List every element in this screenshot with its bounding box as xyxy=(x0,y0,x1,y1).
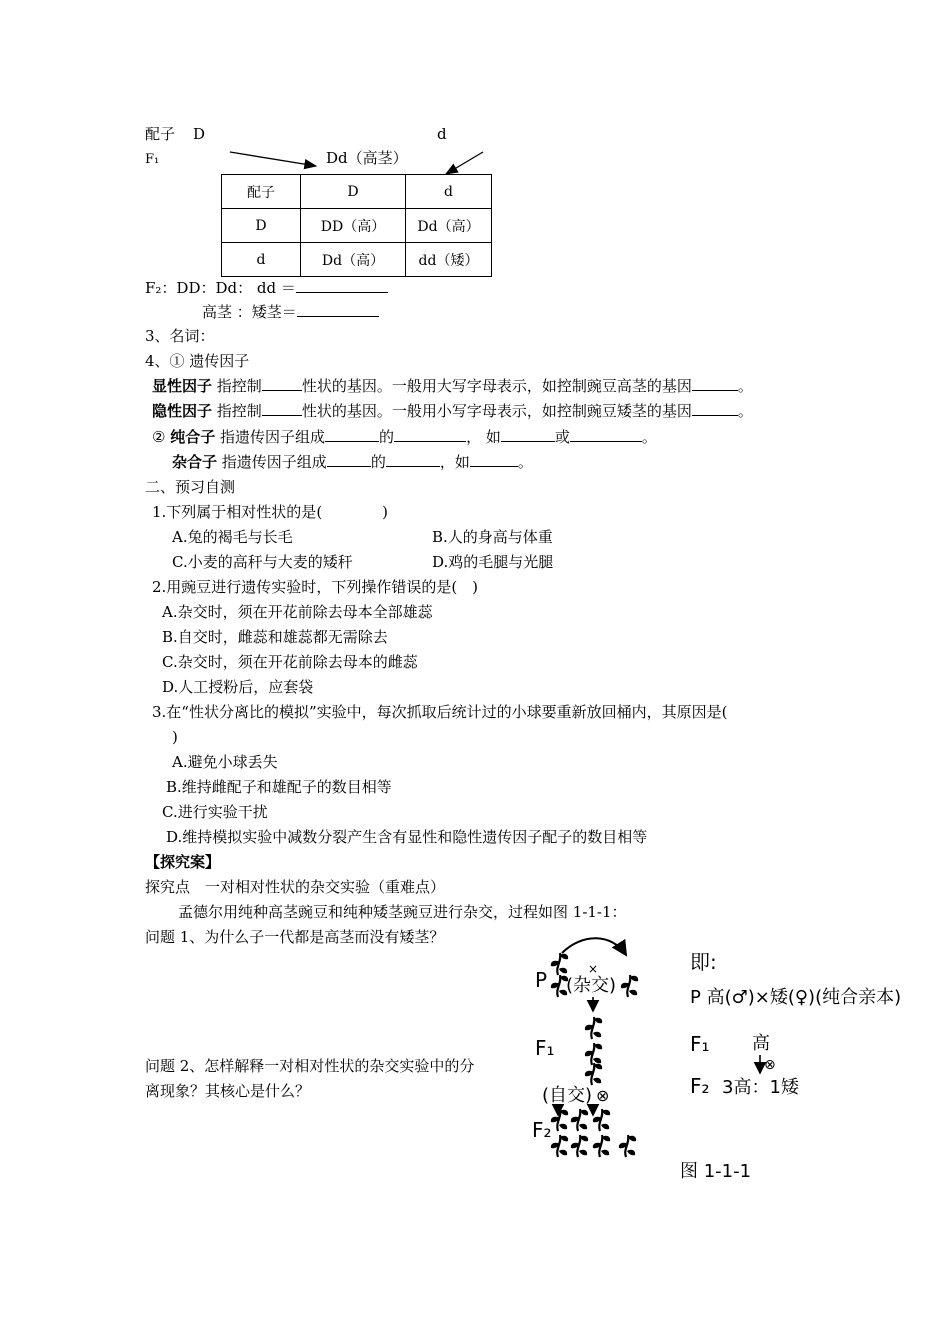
homozygote-text-b: 的 xyxy=(379,428,395,446)
f2-ratio-label: F₂：DD：Dd： dd ＝ xyxy=(145,279,296,297)
table-cell: DD（高） xyxy=(301,209,406,243)
f2-plant-3 xyxy=(593,1135,610,1157)
dominant-text-b: 性状的基因。一般用大写字母表示，如控制豌豆高茎的基因 xyxy=(301,377,692,395)
preview-heading: 二、预习自测 xyxy=(145,478,236,496)
gamete-D: D xyxy=(193,125,206,143)
pheno-ratio-line xyxy=(202,302,379,322)
fig-hybrid-label: (杂交) xyxy=(566,975,617,996)
heterozygote-end: 。 xyxy=(517,453,533,471)
gamete-d: d xyxy=(437,125,447,143)
recessive-blank-2[interactable] xyxy=(692,401,738,416)
table-header-cell: d xyxy=(406,175,492,209)
fig-summary-f1-value: 高 xyxy=(752,1033,770,1054)
homozygote-term: 纯合子 xyxy=(170,428,216,446)
question-2-option-b: B.自交时，雌蕊和雄蕊都无需除去 xyxy=(162,628,388,646)
pheno-ratio-blank[interactable] xyxy=(297,302,379,317)
f2-ratio-line xyxy=(145,278,388,298)
fig-self-mark: ⊗ xyxy=(596,1086,610,1105)
f2-plant-4-short xyxy=(619,1135,636,1157)
cross-arrows xyxy=(0,0,950,200)
question-3-option-d: D.维持模拟实验中减数分裂产生含有显性和隐性遗传因子配子的数目相等 xyxy=(166,828,648,846)
pheno-ratio-label: 高茎 ：矮茎＝ xyxy=(202,303,297,321)
recessive-end: 。 xyxy=(737,402,753,420)
recessive-text-b: 性状的基因。一般用小写字母表示，如控制豌豆矮茎的基因 xyxy=(301,402,692,420)
fig-f1-label: F₁ xyxy=(535,1036,555,1060)
arrow-right xyxy=(446,152,483,174)
punnett-table xyxy=(221,174,492,277)
question-3: 3.在“性状分离比的模拟”实验中，每次抓取后统计过的小球要重新放回桶内，其原因是( xyxy=(152,703,728,721)
table-header-cell: D xyxy=(301,175,406,209)
table-cell: D xyxy=(222,209,301,243)
f2-plant-1 xyxy=(551,1135,568,1157)
dominant-blank-2[interactable] xyxy=(692,376,738,391)
heterozygote-blank-2[interactable] xyxy=(386,452,440,467)
homozygote-text-d: 或 xyxy=(554,428,570,446)
dominant-text-a: 指控制 xyxy=(216,377,262,395)
dominant-term: 显性因子 xyxy=(152,377,213,395)
fig-summary-p: P 高(♂)×矮(♀)(纯合亲本) xyxy=(690,987,902,1008)
figure-1-1-1 xyxy=(530,935,910,1185)
fig-f2-label: F₂ xyxy=(532,1118,552,1142)
table-header-cell: 配子 xyxy=(222,175,301,209)
recessive-blank-1[interactable] xyxy=(262,401,302,416)
f1-label: F₁ xyxy=(145,152,160,167)
fig-summary-self-mark: ⊗ xyxy=(764,1057,776,1073)
question-3-paren: ) xyxy=(172,728,178,746)
problem-2-line-1: 问题 2、怎样解释一对相对性状的杂交实验中的分 xyxy=(145,1057,475,1075)
section-4: 4、① 遗传因子 xyxy=(145,352,250,370)
heterozygote-blank-3[interactable] xyxy=(470,452,518,467)
question-1-option-a: A.兔的褐毛与长毛 xyxy=(172,528,293,546)
question-1-option-b: B.人的身高与体重 xyxy=(432,528,553,546)
question-1-option-c: C.小麦的高秆与大麦的矮秆 xyxy=(172,553,353,571)
f1-plant-top xyxy=(585,1017,602,1039)
question-2: 2.用豌豆进行遗传实验时，下列操作错误的是( ) xyxy=(152,578,479,596)
heterozygote-text-c: ，如 xyxy=(439,453,470,471)
question-2-option-a: A.杂交时，须在开花前除去母本全部雄蕊 xyxy=(162,603,433,621)
homozygote-text-c: ， 如 xyxy=(466,428,501,446)
f1-plant xyxy=(585,1043,602,1065)
explore-intro: 孟德尔用纯种高茎豌豆和纯种矮茎豌豆进行杂交，过程如图 1-1-1： xyxy=(178,903,627,921)
table-cell: Dd（高） xyxy=(406,209,492,243)
heterozygote-text-a: 指遗传因子组成 xyxy=(221,453,327,471)
dominant-blank-1[interactable] xyxy=(262,376,302,391)
question-2-option-c: C.杂交时，须在开花前除去母本的雌蕊 xyxy=(162,653,418,671)
problem-1: 问题 1、为什么子一代都是高茎而没有矮茎？ xyxy=(145,928,445,946)
heterozygote-line xyxy=(172,452,533,472)
f1-plant-bottom xyxy=(585,1063,602,1085)
arrow-left xyxy=(230,152,316,166)
table-cell: dd（矮） xyxy=(406,243,492,277)
fig-selfing-label: (自交) xyxy=(542,1085,593,1106)
f2-plant-2-top xyxy=(571,1109,588,1131)
fig-summary-f2-label: F₂ xyxy=(690,1074,710,1098)
recessive-text-a: 指控制 xyxy=(216,402,262,420)
recessive-term: 隐性因子 xyxy=(152,402,213,420)
f1-result: Dd（高茎） xyxy=(326,149,408,167)
fig-summary-f2-value: 3高：1矮 xyxy=(722,1077,799,1098)
f2-plant-3-top xyxy=(593,1109,610,1131)
table-row xyxy=(222,243,492,277)
homozygote-line xyxy=(152,427,657,447)
table-cell: Dd（高） xyxy=(301,243,406,277)
homozygote-text-a: 指遗传因子组成 xyxy=(220,428,326,446)
homozygote-blank-3[interactable] xyxy=(501,427,555,442)
table-row xyxy=(222,175,492,209)
question-3-option-b: B.维持雌配子和雄配子的数目相等 xyxy=(166,778,392,796)
heterozygote-term: 杂合子 xyxy=(172,453,218,471)
table-row xyxy=(222,209,492,243)
homozygote-blank-2[interactable] xyxy=(394,427,466,442)
homozygote-prefix: ② xyxy=(152,428,166,446)
homozygote-blank-4[interactable] xyxy=(570,427,642,442)
parent-short-plant xyxy=(621,975,638,997)
f2-plant-1-top xyxy=(551,1109,568,1131)
f2-ratio-blank[interactable] xyxy=(296,278,388,293)
explore-heading: 【探究案】 xyxy=(145,853,221,871)
f2-plant-2 xyxy=(571,1135,588,1157)
gamete-label: 配子 xyxy=(145,125,176,143)
homozygote-end: 。 xyxy=(641,428,657,446)
table-cell: d xyxy=(222,243,301,277)
parent-tall-plant-top xyxy=(551,953,568,975)
recessive-line xyxy=(152,401,753,421)
question-1: 1.下列属于相对性状的是( ) xyxy=(152,503,389,521)
cross-curve-arrow xyxy=(562,938,626,955)
fig-p-label: P xyxy=(535,968,548,992)
explore-point: 探究点 一对相对性状的杂交实验（重难点） xyxy=(145,878,446,896)
question-3-option-c: C.进行实验干扰 xyxy=(162,803,268,821)
question-1-option-d: D.鸡的毛腿与光腿 xyxy=(432,553,554,571)
problem-2-line-2: 离现象？其核心是什么？ xyxy=(145,1082,311,1100)
question-3-option-a: A.避免小球丢失 xyxy=(172,753,278,771)
fig-summary-f1-label: F₁ xyxy=(690,1032,710,1056)
dominant-end: 。 xyxy=(737,377,753,395)
homozygote-blank-1[interactable] xyxy=(325,427,379,442)
fig-summary-title: 即: xyxy=(690,950,717,974)
fig-cross-mark: × xyxy=(588,962,599,976)
heterozygote-blank-1[interactable] xyxy=(327,452,371,467)
question-2-option-d: D.人工授粉后，应套袋 xyxy=(162,678,314,696)
section-3: 3、名词： xyxy=(145,327,215,345)
dominant-line xyxy=(152,376,753,396)
figure-caption: 图 1-1-1 xyxy=(680,1161,752,1182)
heterozygote-text-b: 的 xyxy=(370,453,386,471)
